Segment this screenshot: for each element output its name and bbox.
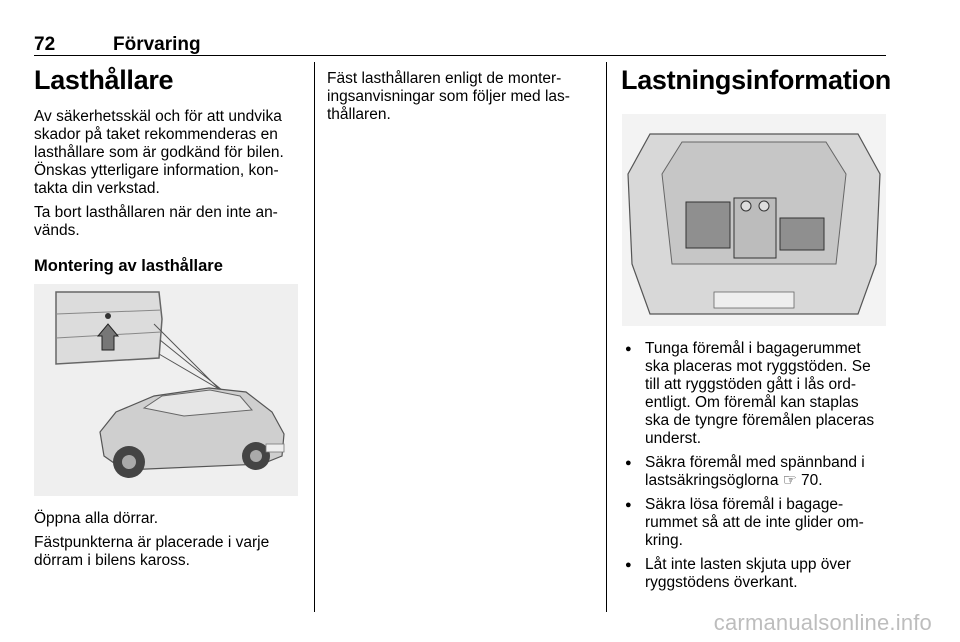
page-number: 72 bbox=[34, 34, 56, 55]
header-rule bbox=[34, 55, 886, 56]
fixing-points-paragraph: Fästpunkterna är placerade i varje dörram i bilens kaross. bbox=[34, 534, 270, 569]
car-trunk-icon bbox=[622, 114, 886, 326]
cargo-loading-illustration bbox=[622, 114, 886, 326]
middle-column bbox=[327, 70, 593, 130]
column-divider-2 bbox=[606, 62, 607, 612]
list-item: ● Säkra föremål med spännband i lastsäkringsöglorna ☞ 70. bbox=[621, 454, 887, 490]
right-column-list bbox=[621, 340, 887, 598]
left-column bbox=[34, 64, 300, 276]
remove-paragraph: Ta bort lasthållaren när den inte an-vänds. bbox=[34, 204, 278, 239]
list-item: ● Säkra lösa föremål i bagage-rummet så att de inte glider om-kring. bbox=[621, 496, 887, 550]
right-column bbox=[621, 64, 891, 96]
roof-rack-illustration bbox=[34, 284, 298, 496]
intro-paragraph: Av säkerhetsskäl och för att undvika skador på taket rekommenderas en lasthållare som är godkänd för bilen. Önskas ytterligare information, kon-takta din verkstad. bbox=[34, 108, 284, 197]
section-heading-lasthallare: Lasthållare bbox=[34, 65, 174, 95]
loading-bullet-list bbox=[621, 340, 887, 592]
list-item: ● Tunga föremål i bagagerummet ska placeras mot ryggstöden. Se till att ryggstöden gått i lås ord-entligt. Om föremål kan staplas ska de tyngre föremålen placeras underst. bbox=[621, 340, 887, 448]
mounting-instructions-paragraph: Fäst lasthållaren enligt de monter-ingsanvisningar som följer med las-thållaren. bbox=[327, 70, 570, 123]
section-heading-lastningsinformation: Lastningsinformation bbox=[621, 65, 891, 95]
subheading-montering: Montering av lasthållare bbox=[34, 257, 223, 275]
car-roof-mount-icon bbox=[34, 284, 298, 496]
open-doors-paragraph: Öppna alla dörrar. bbox=[34, 510, 159, 527]
watermark: carmanualsonline.info bbox=[713, 610, 932, 635]
running-title: Förvaring bbox=[113, 34, 201, 55]
list-item: ● Låt inte lasten skjuta upp över ryggstödens överkant. bbox=[621, 556, 887, 592]
column-divider-1 bbox=[314, 62, 315, 612]
left-column-bottom bbox=[34, 510, 300, 576]
